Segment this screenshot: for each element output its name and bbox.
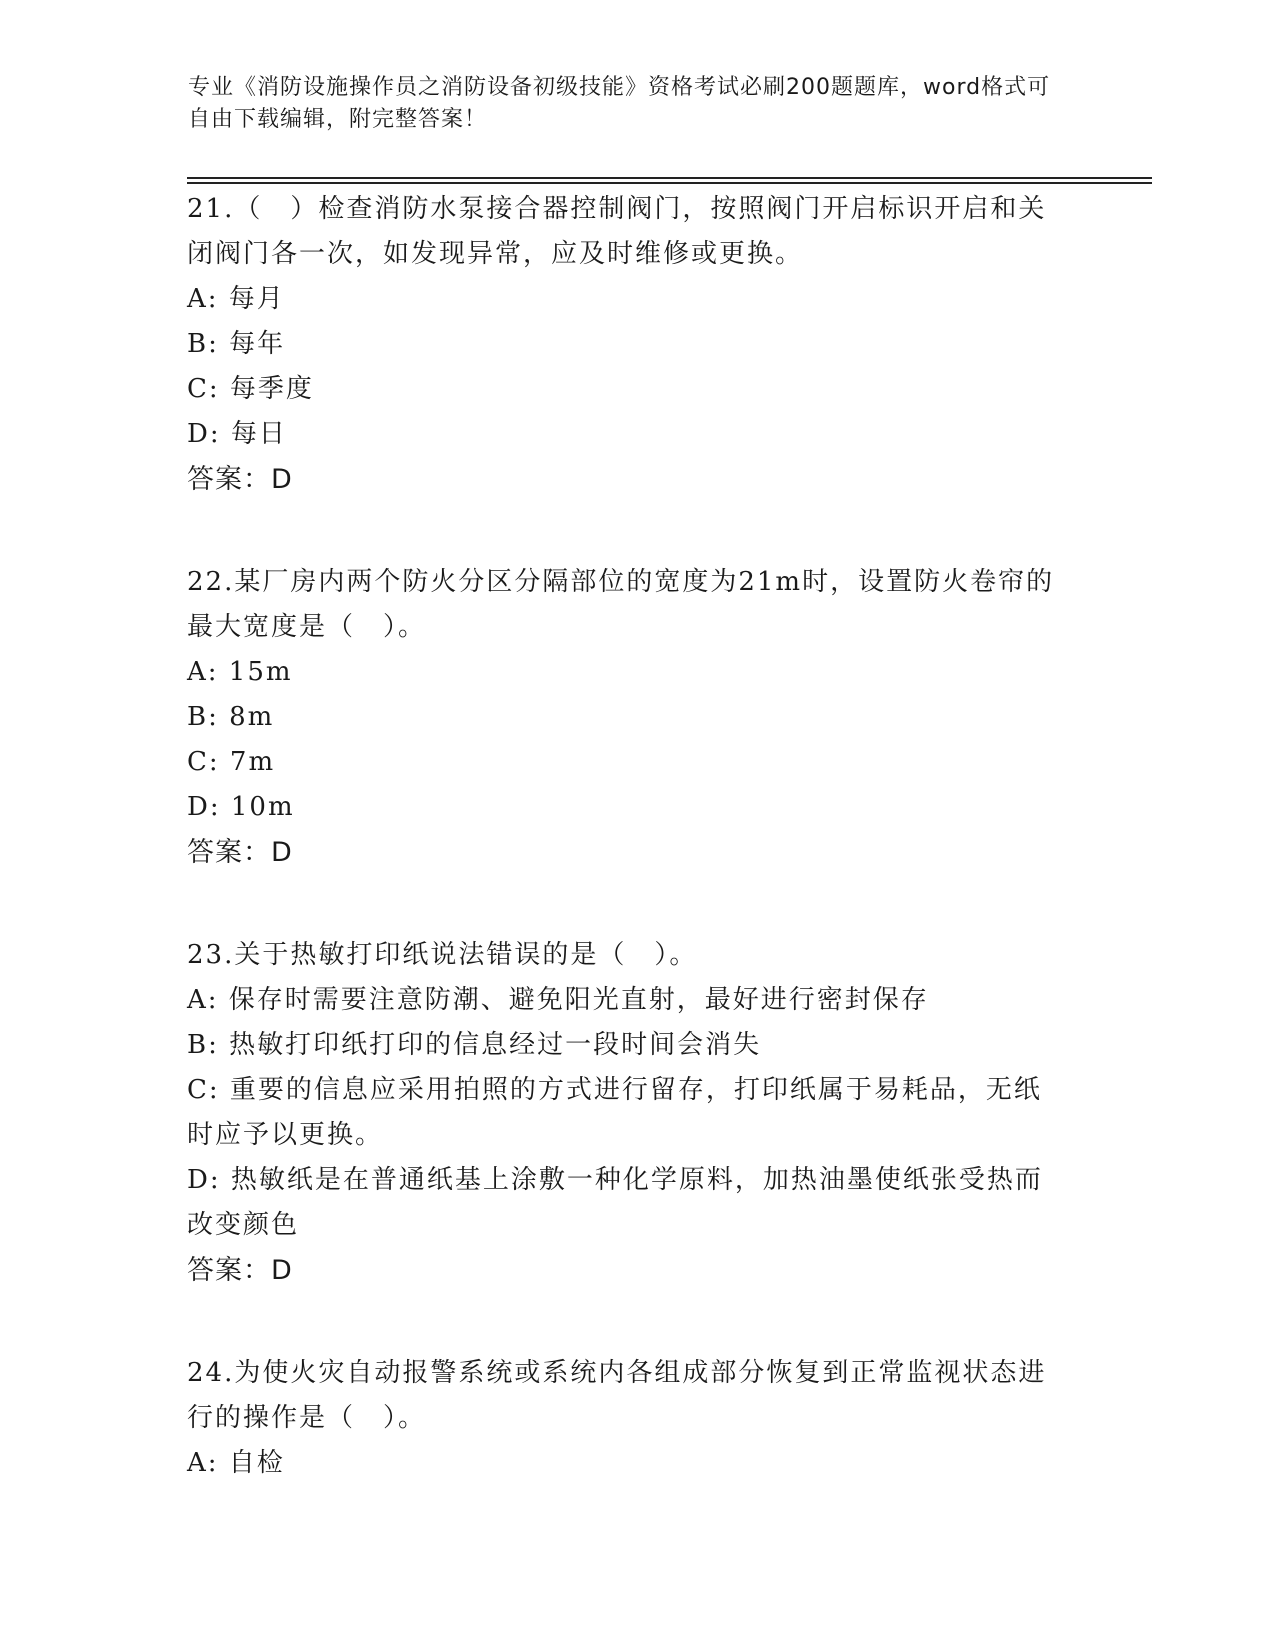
option-a: A: 自检: [187, 1448, 285, 1478]
document-header: 专业《消防设施操作员之消防设备初级技能》资格考试必刷200题题库，word格式可自由下载编辑，附完整答案！: [188, 75, 1051, 132]
header-divider-bottom: [187, 182, 1152, 184]
option-b: B: 热敏打印纸打印的信息经过一段时间会消失: [187, 1030, 762, 1060]
question-stem: 22.某厂房内两个防火分区分隔部位的宽度为21m时，设置防火卷帘的最大宽度是（ ）。: [187, 567, 1055, 642]
answer-line: 答案：D: [187, 837, 293, 868]
header-divider-top: [187, 177, 1152, 179]
question-23: [187, 933, 1067, 1293]
answer-line: 答案：D: [187, 464, 293, 495]
option-d: D: 10m: [187, 792, 295, 822]
option-a: A: 每月: [187, 284, 285, 314]
question-22: [187, 560, 1067, 875]
question-24: [187, 1351, 1067, 1486]
question-list: [187, 187, 1067, 1544]
option-a: A: 15m: [187, 657, 293, 687]
answer-line: 答案：D: [187, 1255, 293, 1286]
option-b: B: 8m: [187, 702, 275, 732]
option-d: D: 热敏纸是在普通纸基上涂敷一种化学原料，加热油墨使纸张受热而改变颜色: [187, 1165, 1043, 1240]
option-b: B: 每年: [187, 329, 286, 359]
option-c: C: 7m: [187, 747, 276, 777]
question-21: [187, 187, 1067, 502]
option-a: A: 保存时需要注意防潮、避免阳光直射，最好进行密封保存: [187, 985, 929, 1015]
option-c: C: 每季度: [187, 374, 314, 404]
question-stem: 24.为使火灾自动报警系统或系统内各组成部分恢复到正常监视状态进行的操作是（ ）。: [187, 1358, 1047, 1433]
question-stem: 23.关于热敏打印纸说法错误的是（ ）。: [187, 940, 698, 970]
question-stem: 21.（ ）检查消防水泵接合器控制阀门，按照阀门开启标识开启和关闭阀门各一次，如发现异常，应及时维修或更换。: [187, 194, 1047, 269]
option-d: D: 每日: [187, 419, 287, 449]
option-c: C: 重要的信息应采用拍照的方式进行留存，打印纸属于易耗品，无纸时应予以更换。: [187, 1075, 1042, 1150]
